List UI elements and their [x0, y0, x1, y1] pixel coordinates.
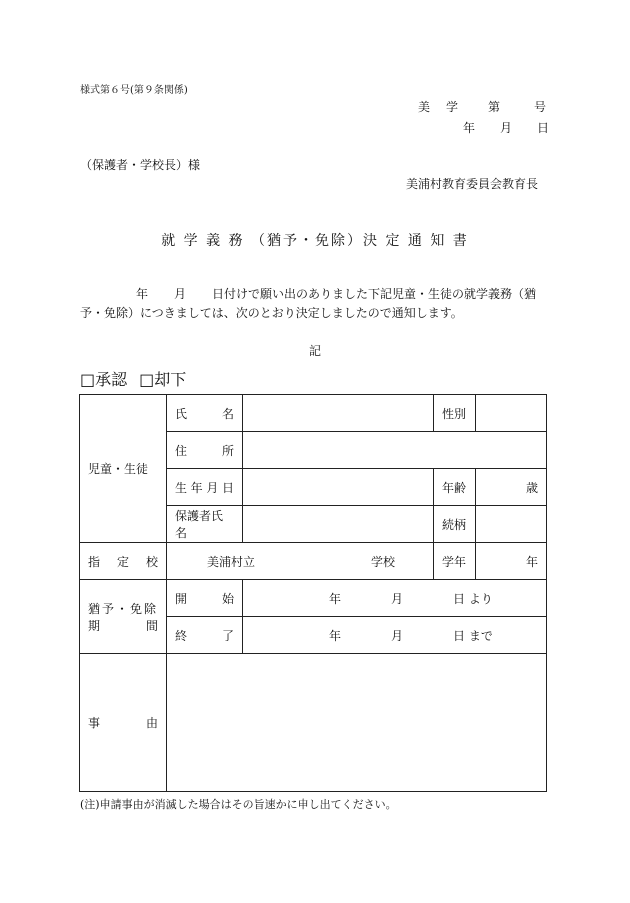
- reason-label: 事 由: [80, 654, 167, 792]
- gender-field[interactable]: [476, 395, 547, 432]
- end-day: 日 まで: [453, 628, 493, 643]
- form-reference: 様式第６号(第９条関係): [80, 85, 188, 96]
- guardian-field[interactable]: [243, 506, 434, 543]
- doc-no-prefix-1: 美: [418, 100, 431, 114]
- date-year: 年: [463, 121, 476, 135]
- grade-field[interactable]: [476, 543, 547, 580]
- end-year: 年: [329, 628, 342, 643]
- relation-label: 続柄: [434, 506, 476, 543]
- reject-checkbox[interactable]: □却下: [139, 370, 187, 389]
- addressee: （保護者・学校長）様: [80, 158, 201, 172]
- gender-label: 性別: [434, 395, 476, 432]
- age-unit: 歳: [525, 480, 538, 495]
- birthdate-label: 生 年 月 日: [167, 469, 243, 506]
- address-field[interactable]: [243, 432, 547, 469]
- reason-field[interactable]: [167, 654, 547, 792]
- body-year: 年: [136, 287, 149, 301]
- start-month: 月: [391, 591, 404, 606]
- end-month: 月: [391, 628, 404, 643]
- age-label: 年齢: [434, 469, 476, 506]
- start-year: 年: [329, 591, 342, 606]
- notice-body: [80, 285, 555, 323]
- school-field[interactable]: [167, 543, 434, 580]
- footnote: (注)申請事由が消滅した場合はその旨速かに申し出てください。: [80, 798, 397, 811]
- age-field[interactable]: [476, 469, 547, 506]
- end-field[interactable]: [243, 617, 547, 654]
- start-day: 日 より: [453, 591, 493, 606]
- birthdate-field[interactable]: [243, 469, 434, 506]
- school-suffix: 学校: [371, 554, 396, 569]
- body-month: 月: [174, 287, 187, 301]
- school-prefix: 美浦村立: [207, 554, 256, 569]
- date-day: 日: [537, 121, 550, 135]
- doc-no-dai: 第: [488, 100, 501, 114]
- address-label: 住 所: [167, 432, 243, 469]
- doc-no-go: 号: [534, 100, 547, 114]
- decision-options: [80, 367, 198, 390]
- school-label: 指 定 校: [80, 543, 167, 580]
- period-group-label: 猶予・免除 期 間: [80, 580, 167, 654]
- relation-field[interactable]: [476, 506, 547, 543]
- ki-heading: 記: [308, 344, 321, 358]
- guardian-label: 保護者氏名: [167, 506, 243, 543]
- start-label: 開 始: [167, 580, 243, 617]
- grade-unit: 年: [525, 554, 538, 569]
- grade-label: 学年: [434, 543, 476, 580]
- doc-no-prefix-2: 学: [446, 100, 459, 114]
- date-month: 月: [500, 121, 513, 135]
- approve-checkbox[interactable]: □承認: [80, 370, 128, 389]
- issuer: 美浦村教育委員会教育長: [406, 177, 539, 191]
- body-text-main: 日付けで願い出のありました下記児童・生徒の就学義務（猶予・免除）につきましては、次のとおり決定しましたので通知します。: [80, 287, 537, 320]
- document-date: [463, 119, 549, 136]
- student-group-label: 児童・生徒: [80, 395, 167, 543]
- name-label: 氏 名: [167, 395, 243, 432]
- start-field[interactable]: [243, 580, 547, 617]
- name-field[interactable]: [243, 395, 434, 432]
- decision-table: [79, 394, 547, 792]
- end-label: 終 了: [167, 617, 243, 654]
- page-title: 就 学 義 務 （猶予・免除）決 定 通 知 書: [161, 233, 469, 249]
- document-number: [418, 98, 546, 115]
